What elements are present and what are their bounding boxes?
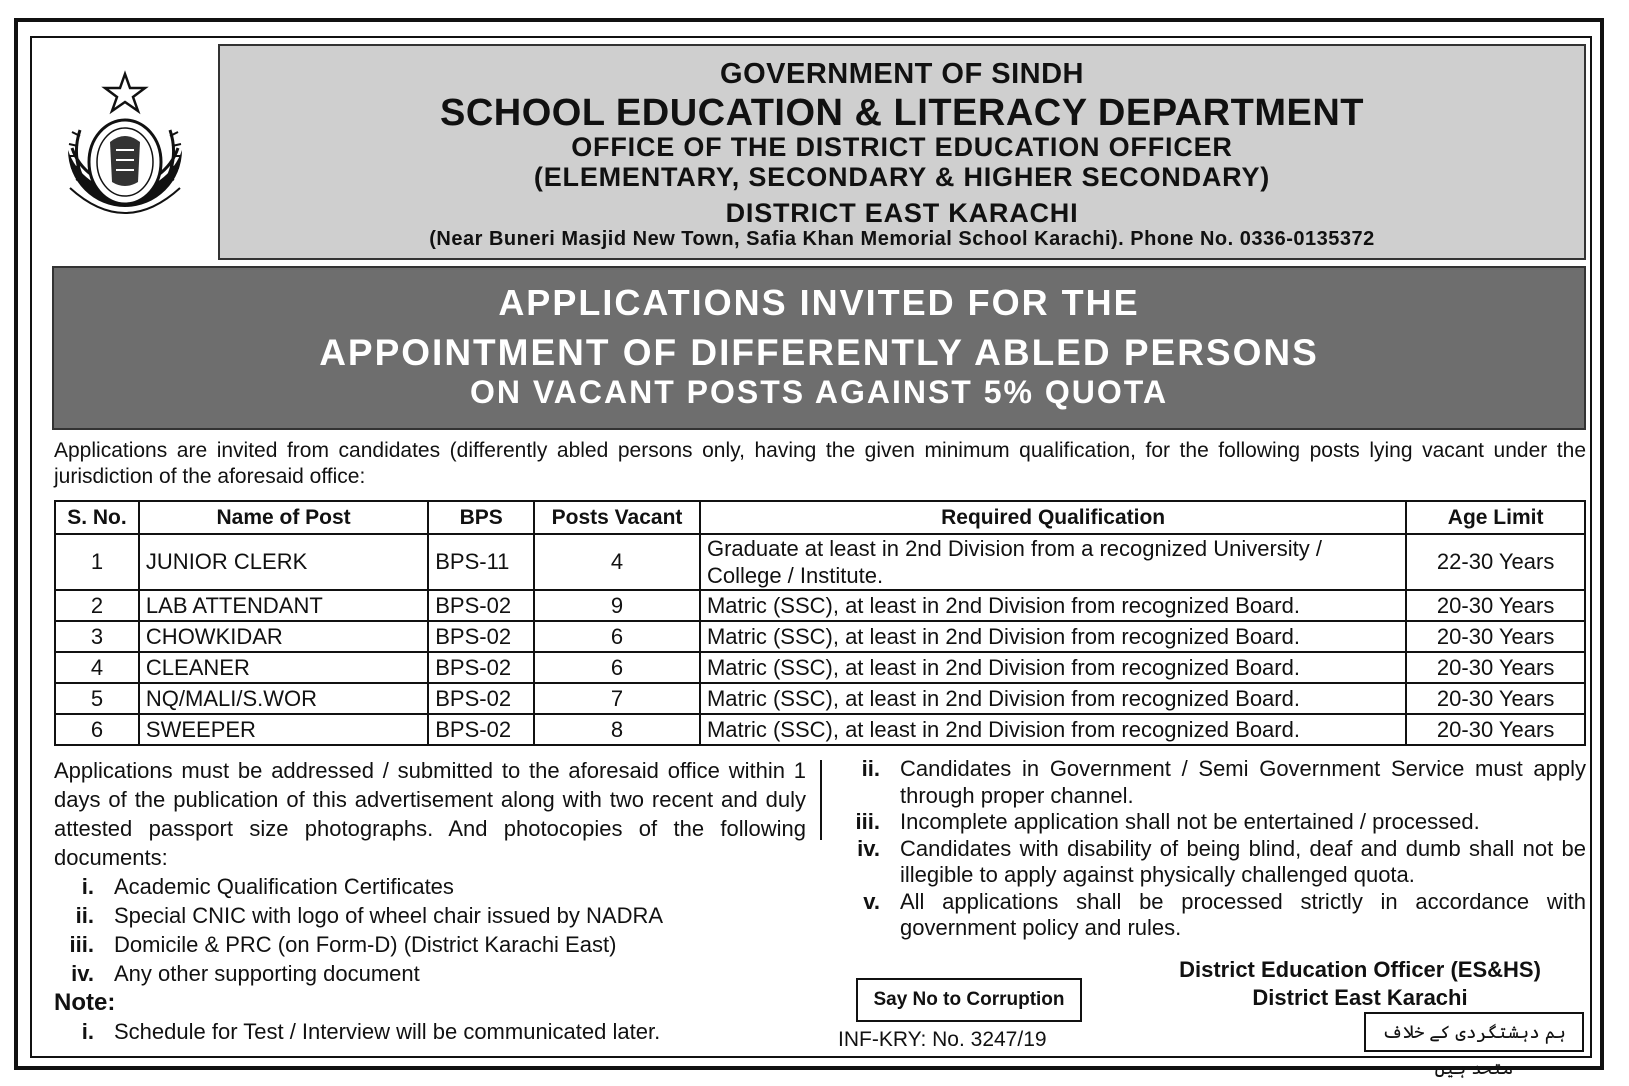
say-no-to-corruption-box: Say No to Corruption [856,978,1082,1022]
inf-number: INF-KRY: No. 3247/19 [838,1028,1047,1051]
age-limit-cell: 20-30 Years [1406,621,1585,652]
post-name-cell: SWEEPER [139,714,428,745]
table-row [55,714,1585,745]
posts-vacant-cell: 6 [534,621,700,652]
note-heading: Note: [54,989,116,1016]
list-number: iv. [71,961,94,986]
sindh-government-seal-icon [50,70,200,240]
column-header: Age Limit [1406,501,1585,534]
posts-vacant-cell: 7 [534,683,700,714]
age-limit-cell: 20-30 Years [1406,652,1585,683]
posts-vacant-cell: 9 [534,590,700,621]
list-text: Incomplete application shall not be entertained / processed. [900,809,1480,834]
banner-line-2: APPOINTMENT OF DIFFERENTLY ABLED PERSONS [319,332,1319,373]
post-name-cell: LAB ATTENDANT [139,590,428,621]
bps-cell: BPS-02 [428,590,534,621]
list-item [54,872,806,901]
list-item [54,959,806,988]
column-header: S. No. [55,501,139,534]
list-text: Special CNIC with logo of wheel chair issued by NADRA [114,903,664,928]
list-text: Schedule for Test / Interview will be communicated later. [114,1019,661,1044]
table-row [55,683,1585,714]
age-limit-cell: 22-30 Years [1406,534,1585,590]
list-number: i. [81,1019,94,1044]
list-number: iii. [69,932,94,957]
table-row [55,621,1585,652]
posts-vacant-cell: 6 [534,652,700,683]
list-number: i. [81,874,94,899]
address-line: (Near Buneri Masjid New Town, Safia Khan Memorial School Karachi). Phone No. 0336-0135372 [429,228,1375,250]
qualification-cell: Matric (SSC), at least in 2nd Division from recognized Board. [700,714,1406,745]
instructions-right [840,756,1586,942]
age-limit-cell: 20-30 Years [1406,590,1585,621]
table-header-row [55,501,1585,534]
column-header: BPS [428,501,534,534]
age-limit-cell: 20-30 Years [1406,683,1585,714]
qualification-cell: Matric (SSC), at least in 2nd Division from recognized Board. [700,683,1406,714]
list-number: iii. [855,809,880,834]
serial-number-cell: 5 [55,683,139,714]
list-item [54,1017,806,1046]
list-number: v. [863,888,880,914]
list-number: ii. [75,903,94,928]
column-divider [820,760,822,840]
list-number: iv. [857,835,880,861]
announcement-banner [52,266,1586,430]
government-title: GOVERNMENT OF SINDH [720,58,1084,90]
post-name-cell: NQ/MALI/S.WOR [139,683,428,714]
list-number: ii. [861,756,880,781]
posts-table [54,500,1586,746]
posts-vacant-cell: 4 [534,534,700,590]
urdu-slogan-box: ہم دہشتگردی کے خلاف متحد ہیں [1364,1012,1584,1052]
intro-paragraph: Applications are invited from candidates (differently abled persons only, having the given minimum qualification, for the following posts lying vacant under the jurisdiction of the aforesaid office: [54,439,1586,488]
age-limit-cell: 20-30 Years [1406,714,1585,745]
table-row [55,590,1585,621]
column-header: Required Qualification [700,501,1406,534]
column-header: Posts Vacant [534,501,700,534]
list-item [840,889,1586,942]
list-text: Candidates in Government / Semi Government Service must apply through proper channel. [900,756,1586,808]
list-item [54,930,806,959]
qualification-cell: Matric (SSC), at least in 2nd Division from recognized Board. [700,590,1406,621]
table-row [55,652,1585,683]
list-text: Candidates with disability of being blind, deaf and dumb shall not be illegible to apply against physically challenged quota. [900,835,1586,887]
office-subtitle: (ELEMENTARY, SECONDARY & HIGHER SECONDARY) [533,162,1271,192]
serial-number-cell: 4 [55,652,139,683]
list-item [54,901,806,930]
serial-number-cell: 3 [55,621,139,652]
bps-cell: BPS-02 [428,652,534,683]
bps-cell: BPS-02 [428,621,534,652]
qualification-cell: Matric (SSC), at least in 2nd Division from recognized Board. [700,621,1406,652]
list-item [840,836,1586,889]
list-text: Domicile & PRC (on Form-D) (District Karachi East) [114,932,617,957]
posts-vacant-cell: 8 [534,714,700,745]
column-header: Name of Post [139,501,428,534]
serial-number-cell: 2 [55,590,139,621]
table-row [55,534,1585,590]
bps-cell: BPS-11 [428,534,534,590]
qualification-cell: Matric (SSC), at least in 2nd Division from recognized Board. [700,652,1406,683]
bps-cell: BPS-02 [428,683,534,714]
submission-paragraph: Applications must be addressed / submitted to the aforesaid office within 1 days of the publication of this advertisement along with two recent and duly attested passport size photographs. And photocopies of the following documents: [54,758,806,870]
instructions-left [54,756,806,1046]
post-name-cell: CLEANER [139,652,428,683]
banner-line-1: APPLICATIONS INVITED FOR THE [498,282,1140,323]
banner-line-3: ON VACANT POSTS AGAINST 5% QUOTA [469,374,1169,410]
district-title: DISTRICT EAST KARACHI [725,198,1079,228]
list-text: All applications shall be processed strictly in accordance with government policy and rules. [900,888,1586,940]
list-item [840,756,1586,809]
department-title: SCHOOL EDUCATION & LITERACY DEPARTMENT [440,92,1364,134]
post-name-cell: CHOWKIDAR [139,621,428,652]
serial-number-cell: 6 [55,714,139,745]
list-item [840,809,1586,836]
list-text: Academic Qualification Certificates [114,874,454,899]
bps-cell: BPS-02 [428,714,534,745]
office-title: OFFICE OF THE DISTRICT EDUCATION OFFICER [571,132,1233,162]
qualification-cell: Graduate at least in 2nd Division from a recognized University / College / Institute. [700,534,1406,590]
officer-district: District East Karachi [1252,985,1468,1010]
officer-title: District Education Officer (ES&HS) [1179,957,1541,982]
post-name-cell: JUNIOR CLERK [139,534,428,590]
signature-block [1140,956,1580,1012]
department-header [218,44,1586,260]
list-text: Any other supporting document [114,961,420,986]
serial-number-cell: 1 [55,534,139,590]
